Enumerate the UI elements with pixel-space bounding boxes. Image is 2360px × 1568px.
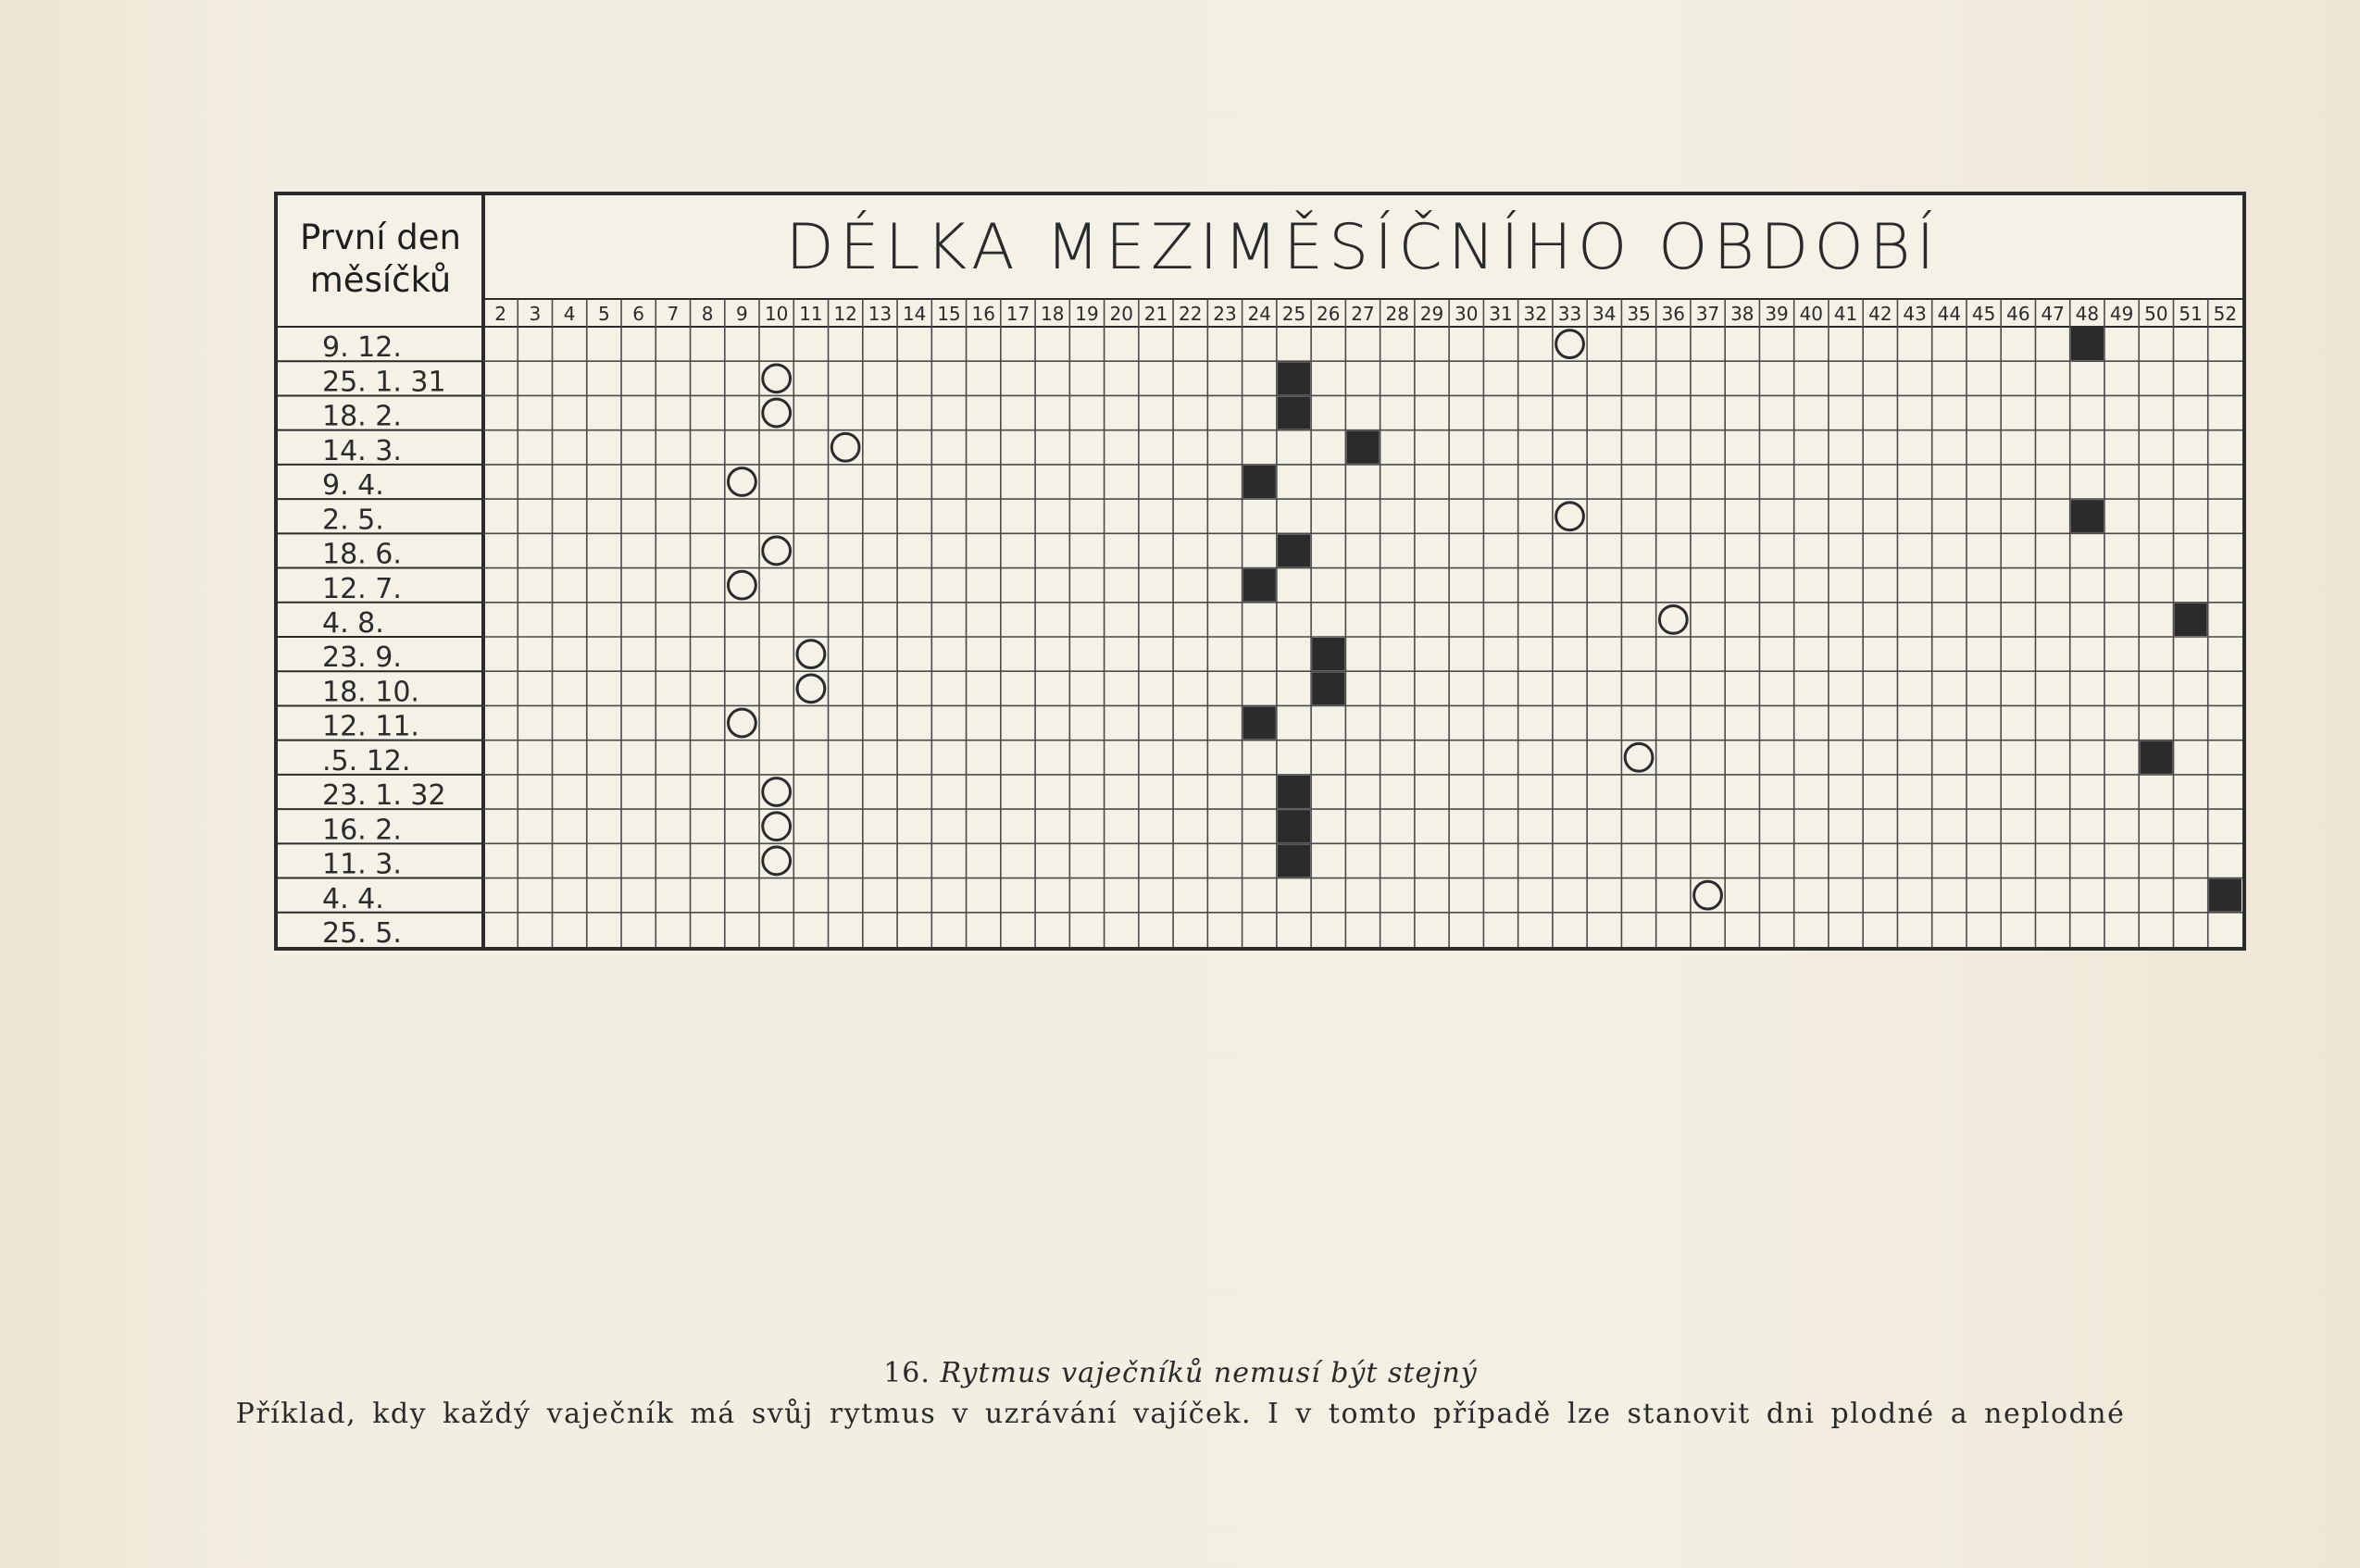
column-number: 46 xyxy=(2006,303,2030,325)
menstruation-square xyxy=(1312,672,1344,704)
chart-title: DÉLKA MEZIMĚSÍČNÍHO OBDOBÍ xyxy=(785,210,1941,284)
menstruation-square xyxy=(1243,466,1276,498)
row-date-label: 12. 11. xyxy=(322,710,419,743)
menstruation-square xyxy=(2174,604,2206,636)
first-day-header xyxy=(278,195,483,323)
menstruation-square xyxy=(1346,431,1379,464)
row-date-label: 2. 5. xyxy=(322,504,384,537)
column-number: 8 xyxy=(701,303,714,325)
menstruation-square xyxy=(2209,879,2241,912)
column-number: 41 xyxy=(1833,303,1858,325)
column-number: 21 xyxy=(1143,303,1168,325)
column-number: 5 xyxy=(598,303,610,325)
column-number: 31 xyxy=(1489,303,1513,325)
menstruation-square xyxy=(1278,776,1310,808)
column-number: 50 xyxy=(2144,303,2168,325)
row-date-label: 16. 2. xyxy=(322,814,402,847)
row-date-label: .5. 12. xyxy=(322,744,411,778)
ovulation-circle xyxy=(1694,881,1722,909)
row-date-label: 12. 7. xyxy=(322,572,402,605)
row-date-label: 18. 6. xyxy=(322,538,402,571)
caption-number: 16. xyxy=(883,1357,941,1389)
column-number: 10 xyxy=(764,303,789,325)
row-date-label: 25. 5. xyxy=(322,917,402,947)
menstruation-square xyxy=(1278,534,1310,566)
column-number: 47 xyxy=(2041,303,2065,325)
column-number: 16 xyxy=(971,303,995,325)
column-number: 28 xyxy=(1385,303,1409,325)
column-number: 2 xyxy=(494,303,506,325)
column-number: 45 xyxy=(1971,303,1996,325)
caption-text: Příklad, kdy každý vaječník má svůj rytmus v uzrávání vajíček. I v tomto případě lze stanovit dni plodné a neplodné xyxy=(235,1398,2126,1430)
row-date-label: 18. 10. xyxy=(322,676,419,709)
column-number: 23 xyxy=(1213,303,1237,325)
ovulation-circle xyxy=(729,468,756,496)
ovulation-circle xyxy=(729,709,756,737)
row-date-label: 18. 2. xyxy=(322,400,402,433)
ovulation-circle xyxy=(763,399,791,427)
ovulation-circle xyxy=(763,813,791,840)
column-number: 36 xyxy=(1661,303,1686,325)
column-number: 29 xyxy=(1419,303,1444,325)
column-number: 38 xyxy=(1730,303,1754,325)
menstruation-square xyxy=(2071,500,2104,532)
column-number: 20 xyxy=(1109,303,1133,325)
row-date-label: 4. 4. xyxy=(322,882,384,915)
column-number: 35 xyxy=(1627,303,1651,325)
menstruation-square xyxy=(1278,362,1310,394)
column-number: 18 xyxy=(1040,303,1065,325)
menstruation-square xyxy=(2071,328,2104,360)
column-number: 7 xyxy=(667,303,680,325)
column-number: 19 xyxy=(1075,303,1099,325)
column-number: 25 xyxy=(1281,303,1306,325)
chart-grid xyxy=(278,195,2242,947)
ovulation-circle xyxy=(729,571,756,599)
column-number: 34 xyxy=(1592,303,1617,325)
column-number: 39 xyxy=(1765,303,1789,325)
column-number: 12 xyxy=(833,303,857,325)
column-number: 43 xyxy=(1903,303,1927,325)
column-number: 30 xyxy=(1455,303,1479,325)
column-number: 6 xyxy=(632,303,645,325)
column-number: 22 xyxy=(1178,303,1203,325)
column-number: 44 xyxy=(1937,303,1962,325)
ovulation-circle xyxy=(1556,503,1584,530)
column-number: 48 xyxy=(2075,303,2100,325)
ovulation-circle xyxy=(1659,606,1687,634)
row-date-label: 25. 1. 31 xyxy=(322,366,446,399)
menstruation-square xyxy=(1243,569,1276,602)
column-number: 3 xyxy=(529,303,542,325)
column-number: 51 xyxy=(2179,303,2203,325)
column-number: 17 xyxy=(1005,303,1030,325)
caption-title: Rytmus vaječníků nemusí být stejný xyxy=(940,1357,1478,1389)
column-number: 27 xyxy=(1351,303,1375,325)
column-number: 33 xyxy=(1557,303,1582,325)
row-date-label: 23. 1. 32 xyxy=(322,779,446,813)
column-number: 24 xyxy=(1247,303,1271,325)
menstruation-square xyxy=(1243,706,1276,739)
menstruation-square xyxy=(1312,638,1344,670)
column-number: 26 xyxy=(1317,303,1341,325)
caption-title-line xyxy=(185,1353,2176,1394)
menstruation-square xyxy=(1278,810,1310,842)
column-number: 11 xyxy=(799,303,823,325)
column-number: 42 xyxy=(1868,303,1892,325)
column-number: 40 xyxy=(1799,303,1824,325)
menstruation-square xyxy=(1278,844,1310,877)
figure-caption xyxy=(185,1353,2176,1435)
first-day-header-line2: měsíčků xyxy=(309,260,452,300)
menstruation-square xyxy=(1278,396,1310,429)
column-number: 52 xyxy=(2213,303,2238,325)
ovulation-circle xyxy=(763,365,791,392)
ovulation-circle xyxy=(1625,743,1653,771)
ovulation-circle xyxy=(1556,330,1584,358)
ovulation-circle xyxy=(763,537,791,565)
column-number: 49 xyxy=(2109,303,2134,325)
column-number: 4 xyxy=(563,303,576,325)
ovulation-circle xyxy=(763,847,791,875)
column-number: 13 xyxy=(868,303,893,325)
column-number: 14 xyxy=(902,303,927,325)
row-date-label: 9. 12. xyxy=(322,331,402,365)
column-number: 9 xyxy=(736,303,748,325)
row-date-label: 4. 8. xyxy=(322,607,384,640)
cycle-chart xyxy=(274,192,2246,951)
ovulation-circle xyxy=(797,641,825,668)
row-date-label: 23. 9. xyxy=(322,641,402,675)
row-date-label: 9. 4. xyxy=(322,469,384,503)
ovulation-circle xyxy=(831,433,859,461)
ovulation-circle xyxy=(797,675,825,703)
menstruation-square xyxy=(2140,741,2172,774)
row-date-label: 11. 3. xyxy=(322,848,402,881)
column-number: 15 xyxy=(937,303,961,325)
first-day-header-line1: První den xyxy=(300,218,461,257)
column-number: 37 xyxy=(1695,303,1720,325)
column-number: 32 xyxy=(1523,303,1548,325)
ovulation-circle xyxy=(763,778,791,806)
row-date-label: 14. 3. xyxy=(322,434,402,467)
